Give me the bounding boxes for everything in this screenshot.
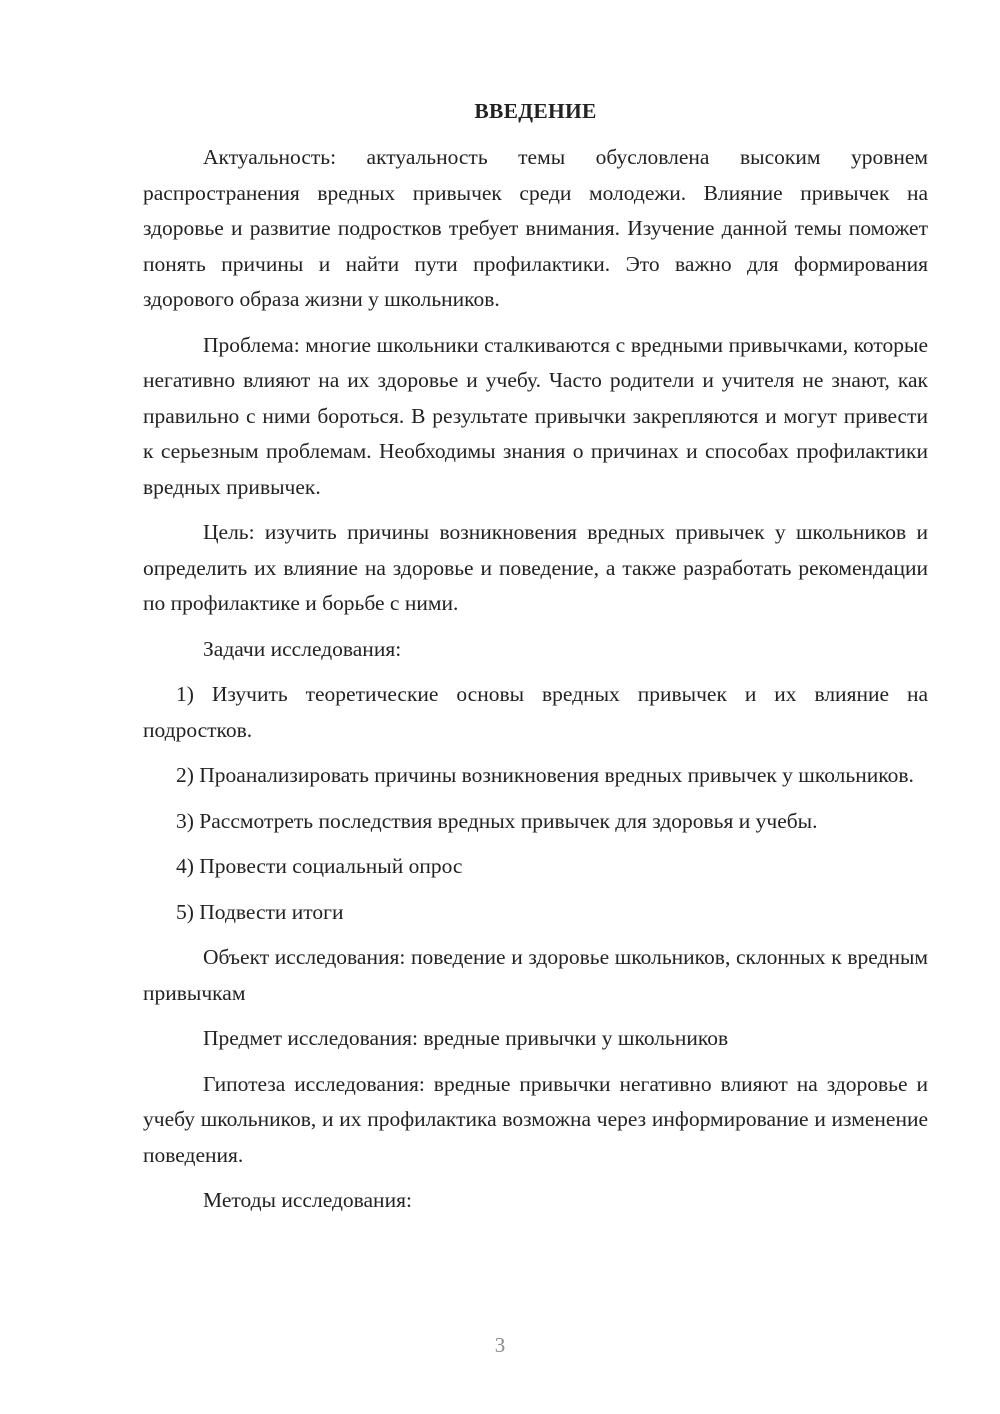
page-title: ВВЕДЕНИЕ <box>474 99 597 123</box>
methods-heading: Методы исследования: <box>203 1188 412 1212</box>
task-item-2: 2) Проанализировать причины возникновения вредных привычек у школьников. <box>176 763 914 787</box>
page-number: 3 <box>494 1333 506 1357</box>
task-item-4: 4) Провести социальный опрос <box>176 854 463 878</box>
paragraph-hypothesis: Гипотеза исследования: вредные привычки негативно влияют на здоровье и учебу школьников, и их профилактика возможна через информирование и изменение поведения. <box>143 1071 928 1167</box>
task-item-3: 3) Рассмотреть последствия вредных привычек для здоровья и учебы. <box>176 808 818 833</box>
task-item-5: 5) Подвести итоги <box>176 899 344 924</box>
task-item-1: 1) Изучить теоретические основы вредных привычек и их влияние на подростков. <box>143 682 928 742</box>
paragraph-object: Объект исследования: поведение и здоровье школьников, склонных к вредным привычкам <box>143 945 928 1005</box>
tasks-heading: Задачи исследования: <box>203 636 402 661</box>
document-page <box>143 96 928 1229</box>
paragraph-problem: Проблема: многие школьники сталкиваются с вредными привычками, которые негативно влияют на их здоровье и учебу. Часто родители и учителя не знают, как правильно с ними бороться. В результате привычки закрепляются и могут привести к серьезным проблемам. Необходимы знания о причинах и способах профилактики вредных привычек. <box>143 332 928 499</box>
paragraph-subject: Предмет исследования: вредные привычки у школьников <box>203 1026 729 1050</box>
paragraph-goal: Цель: изучить причины возникновения вредных привычек у школьников и определить их влияние на здоровье и поведение, а также разработать рекомендации по профилактике и борьбе с ними. <box>143 520 928 615</box>
paragraph-relevance: Актуальность: актуальность темы обусловлена высоким уровнем распространения вредных привычек среди молодежи. Влияние привычек на здоровье и развитие подростков требует внимания. Изучение данной темы поможет понять причины и найти пути профилактики. Это важно для формирования здорового образа жизни у школьников. <box>143 145 928 311</box>
